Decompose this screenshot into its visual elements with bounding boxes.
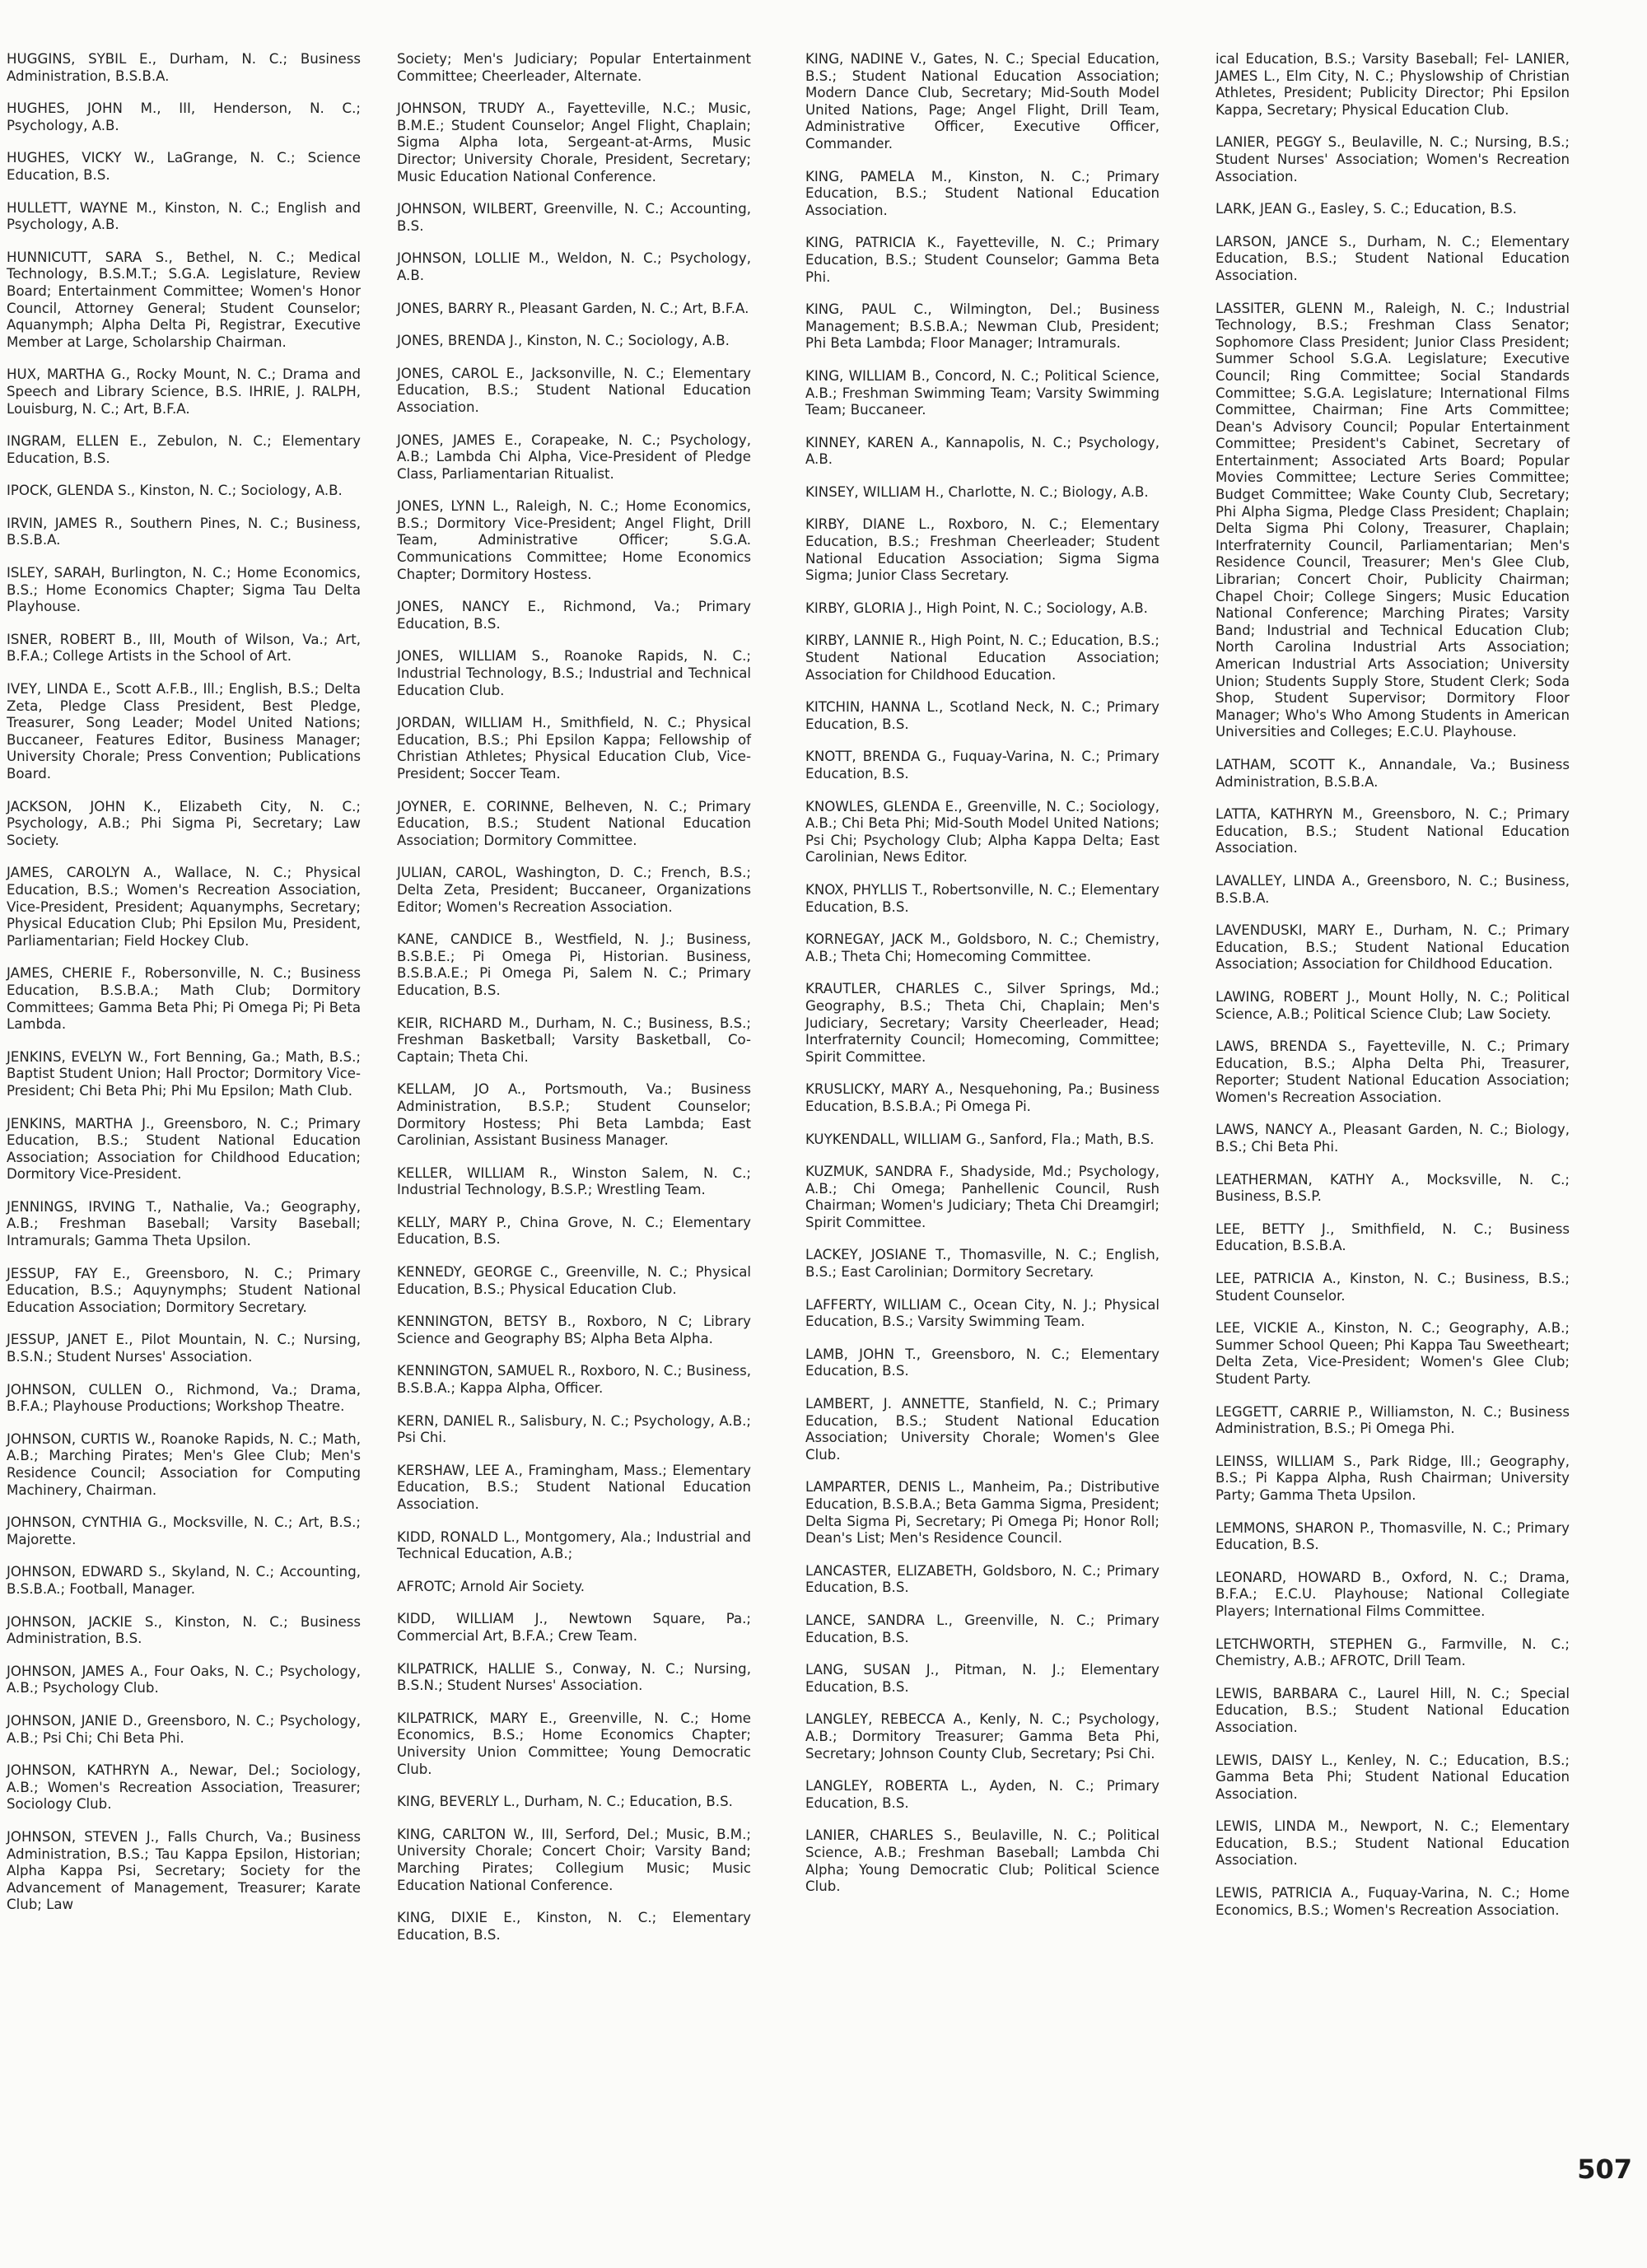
directory-entry: JESSUP, JANET E., Pilot Mountain, N. C.; Nursing, B.S.N.; Student Nurses' Association. bbox=[7, 1332, 361, 1365]
directory-entry: KORNEGAY, JACK M., Goldsboro, N. C.; Chemistry, A.B.; Theta Chi; Homecoming Committee. bbox=[805, 931, 1159, 964]
directory-entry: Society; Men's Judiciary; Popular Entertainment Committee; Cheerleader, Alternate. bbox=[397, 51, 751, 84]
directory-entry: KINSEY, WILLIAM H., Charlotte, N. C.; Biology, A.B. bbox=[805, 483, 1149, 500]
directory-entry: LAMBERT, J. ANNETTE, Stanfield, N. C.; Primary Education, B.S.; Student National Education Association; University Chorale; Women's Glee Club. bbox=[805, 1396, 1159, 1463]
directory-entry: LAVALLEY, LINDA A., Greensboro, N. C.; Business, B.S.B.A. bbox=[1215, 872, 1570, 906]
directory-entry: HUX, MARTHA G., Rocky Mount, N. C.; Drama and Speech and Library Science, B.S. IHRIE, J. RALPH, Louisburg, N. C.; Art, B.F.A. bbox=[7, 366, 361, 417]
directory-entry: KILPATRICK, MARY E., Greenville, N. C.; Home Economics, B.S.; Home Economics Chapter; University Union Committee; Young Democratic Club. bbox=[397, 1710, 751, 1777]
directory-entry: LANGLEY, ROBERTA L., Ayden, N. C.; Primary Education, B.S. bbox=[805, 1778, 1159, 1811]
directory-entry: IRVIN, JAMES R., Southern Pines, N. C.; Business, B.S.B.A. bbox=[7, 515, 361, 548]
directory-entry: JOHNSON, JAMES A., Four Oaks, N. C.; Psychology, A.B.; Psychology Club. bbox=[7, 1663, 361, 1696]
directory-entry: KIDD, RONALD L., Montgomery, Ala.; Industrial and Technical Education, A.B.; bbox=[397, 1528, 751, 1562]
directory-entry: LAWS, BRENDA S., Fayetteville, N. C.; Primary Education, B.S.; Alpha Delta Phi, Treasurer, Reporter; Student National Education Association; Women's Recreation Association. bbox=[1215, 1038, 1570, 1105]
directory-entry: KING, NADINE V., Gates, N. C.; Special Education, B.S.; Student National Education Association; Modern Dance Club, Secretary; Mid-South Model United Nations, Page; Angel Flight, Drill Team, Administrative Officer, Executive Officer, Commander. bbox=[805, 51, 1159, 152]
directory-entry: JOHNSON, CURTIS W., Roanoke Rapids, N. C.; Math, A.B.; Marching Pirates; Men's Glee Club; Men's Residence Council; Association for Computing Machinery, Chairman. bbox=[7, 1430, 361, 1498]
directory-entry: KRUSLICKY, MARY A., Nesquehoning, Pa.; Business Education, B.S.B.A.; Pi Omega Pi. bbox=[805, 1081, 1159, 1114]
directory-entry: JOHNSON, KATHRYN A., Newar, Del.; Sociology, A.B.; Women's Recreation Association, Treasurer; Sociology Club. bbox=[7, 1762, 361, 1813]
directory-entry: LETCHWORTH, STEPHEN G., Farmville, N. C.; Chemistry, A.B.; AFROTC, Drill Team. bbox=[1215, 1636, 1570, 1669]
directory-entry: LAWING, ROBERT J., Mount Holly, N. C.; Political Science, A.B.; Political Science Club; Law Society. bbox=[1215, 988, 1570, 1022]
directory-entry: LAFFERTY, WILLIAM C., Ocean City, N. J.; Physical Education, B.S.; Varsity Swimming Team. bbox=[805, 1296, 1159, 1330]
directory-entry: JONES, NANCY E., Richmond, Va.; Primary Education, B.S. bbox=[397, 599, 751, 632]
directory-entry: IVEY, LINDA E., Scott A.F.B., Ill.; English, B.S.; Delta Zeta, Pledge Class President, Best Pledge, Treasurer, Song Leader; Model United Nations; Buccaneer, Features Editor, Business Manager; University Chorale; Press Convention; Publications Board. bbox=[7, 681, 361, 782]
directory-entry: KANE, CANDICE B., Westfield, N. J.; Business, B.S.B.E.; Pi Omega Pi, Historian. Business, B.S.B.A.E.; Pi Omega Pi, Salem N. C.; Primary Education, B.S. bbox=[397, 931, 751, 998]
column-1 bbox=[7, 51, 361, 1930]
directory-entry: HUGHES, VICKY W., LaGrange, N. C.; Science Education, B.S. bbox=[7, 150, 361, 183]
directory-entry: KNOX, PHYLLIS T., Robertsonville, N. C.; Elementary Education, B.S. bbox=[805, 881, 1159, 915]
directory-entry: LEGGETT, CARRIE P., Williamston, N. C.; Business Administration, B.S.; Pi Omega Phi. bbox=[1215, 1403, 1570, 1437]
directory-entry: IPOCK, GLENDA S., Kinston, N. C.; Sociology, A.B. bbox=[7, 483, 343, 499]
directory-entry: KINNEY, KAREN A., Kannapolis, N. C.; Psychology, A.B. bbox=[805, 434, 1159, 468]
directory-entry: JULIAN, CAROL, Washington, D. C.; French, B.S.; Delta Zeta, President; Buccaneer, Organizations Editor; Women's Recreation Association. bbox=[397, 865, 751, 915]
directory-entry: JORDAN, WILLIAM H., Smithfield, N. C.; Physical Education, B.S.; Phi Epsilon Kappa; Fellowship of Christian Athletes; Physical Education Club, Vice-President; Soccer Team. bbox=[397, 715, 751, 782]
directory-entry: LEE, PATRICIA A., Kinston, N. C.; Business, B.S.; Student Counselor. bbox=[1215, 1271, 1570, 1304]
column-3 bbox=[805, 51, 1159, 1911]
directory-entry: LANCASTER, ELIZABETH, Goldsboro, N. C.; Primary Education, B.S. bbox=[805, 1562, 1159, 1596]
directory-entry: KING, PAMELA M., Kinston, N. C.; Primary Education, B.S.; Student National Education Association. bbox=[805, 168, 1159, 218]
directory-entry: JACKSON, JOHN K., Elizabeth City, N. C.; Psychology, A.B.; Phi Sigma Pi, Secretary; Law Society. bbox=[7, 798, 361, 848]
directory-entry: JOHNSON, TRUDY A., Fayetteville, N.C.; Music, B.M.E.; Student Counselor; Angel Flight, Chaplain; Sigma Alpha Iota, Sergeant-at-Arms, Music Director; University Chorale, President, Secretary; Music Education National Conference. bbox=[397, 100, 751, 184]
directory-entry: LANIER, CHARLES S., Beulaville, N. C.; Political Science, A.B.; Freshman Baseball; Lambda Chi Alpha; Young Democratic Club; Political Science Club. bbox=[805, 1827, 1159, 1895]
directory-entry: LAVENDUSKI, MARY E., Durham, N. C.; Primary Education, B.S.; Student National Education Association; Association for Childhood Education. bbox=[1215, 922, 1570, 973]
directory-entry: JONES, BARRY R., Pleasant Garden, N. C.; Art, B.F.A. bbox=[397, 300, 749, 316]
directory-entry: HUGHES, JOHN M., III, Henderson, N. C.; Psychology, A.B. bbox=[7, 100, 361, 133]
directory-entry: KENNINGTON, SAMUEL R., Roxboro, N. C.; Business, B.S.B.A.; Kappa Alpha, Officer. bbox=[397, 1363, 751, 1397]
directory-entry: LANG, SUSAN J., Pitman, N. J.; Elementary Education, B.S. bbox=[805, 1662, 1159, 1695]
directory-entry: JENNINGS, IRVING T., Nathalie, Va.; Geography, A.B.; Freshman Baseball; Varsity Baseball; Intramurals; Gamma Theta Upsilon. bbox=[7, 1198, 361, 1249]
directory-entry: KIRBY, GLORIA J., High Point, N. C.; Sociology, A.B. bbox=[805, 600, 1148, 616]
directory-entry: KELLAM, JO A., Portsmouth, Va.; Business Administration, B.S.P.; Student Counselor; Dormitory Hostess; Phi Beta Lambda; East Carolinian, Assistant Business Manager. bbox=[397, 1081, 751, 1149]
directory-entry: KENNEDY, GEORGE C., Greenville, N. C.; Physical Education, B.S.; Physical Education Club. bbox=[397, 1264, 751, 1297]
directory-entry: LEWIS, BARBARA C., Laurel Hill, N. C.; Special Education, B.S.; Student National Education Association. bbox=[1215, 1685, 1570, 1735]
directory-entry: JOHNSON, WILBERT, Greenville, N. C.; Accounting, B.S. bbox=[397, 201, 751, 234]
directory-entry: JAMES, CHERIE F., Robersonville, N. C.; Business Education, B.S.B.A.; Math Club; Dormitory Committees; Gamma Beta Phi; Pi Omega Pi; Pi Beta Lambda. bbox=[7, 965, 361, 1033]
column-4 bbox=[1215, 51, 1570, 1934]
directory-entry: KING, PAUL C., Wilmington, Del.; Business Management; B.S.B.A.; Newman Club, President; Phi Beta Lambda; Floor Manager; Intramurals. bbox=[805, 301, 1159, 352]
directory-entry: HULLETT, WAYNE M., Kinston, N. C.; English and Psychology, A.B. bbox=[7, 199, 361, 233]
directory-entry: KERN, DANIEL R., Salisbury, N. C.; Psychology, A.B.; Psi Chi. bbox=[397, 1412, 751, 1446]
directory-entry: JENKINS, EVELYN W., Fort Benning, Ga.; Math, B.S.; Baptist Student Union; Hall Proctor; Dormitory Vice-President; Chi Beta Phi; Phi Mu Epsilon; Math Club. bbox=[7, 1048, 361, 1099]
directory-entry: LANGLEY, REBECCA A., Kenly, N. C.; Psychology, A.B.; Dormitory Treasurer; Gamma Beta Phi, Secretary; Johnson County Club, Secretary; Psi Chi. bbox=[805, 1711, 1159, 1762]
directory-entry: LANIER, PEGGY S., Beulaville, N. C.; Nursing, B.S.; Student Nurses' Association; Women's Recreation Association. bbox=[1215, 134, 1570, 184]
directory-entry: LEE, BETTY J., Smithfield, N. C.; Business Education, B.S.B.A. bbox=[1215, 1220, 1570, 1254]
directory-entry: LANCE, SANDRA L., Greenville, N. C.; Primary Education, B.S. bbox=[805, 1612, 1159, 1645]
directory-entry: JONES, WILLIAM S., Roanoke Rapids, N. C.; Industrial Technology, B.S.; Industrial and Technical Education Club. bbox=[397, 648, 751, 698]
directory-entry: KRAUTLER, CHARLES C., Silver Springs, Md.; Geography, B.S.; Theta Chi, Chaplain; Men's Judiciary, Secretary; Varsity Cheerleader, Head; Interfraternity Council; Homecoming, Committee; Spirit Committee. bbox=[805, 981, 1159, 1065]
directory-entry: LEMMONS, SHARON P., Thomasville, N. C.; Primary Education, B.S. bbox=[1215, 1519, 1570, 1553]
directory-entry: ical Education, B.S.; Varsity Baseball; Fel- LANIER, JAMES L., Elm City, N. C.; Physlowship of Christian Athletes, President; Publicity Director; Phi Epsilon Kappa, Secretary; Physical Education Club. bbox=[1215, 51, 1570, 118]
directory-entry: HUGGINS, SYBIL E., Durham, N. C.; Business Administration, B.S.B.A. bbox=[7, 51, 361, 84]
directory-entry: LEWIS, LINDA M., Newport, N. C.; Elementary Education, B.S.; Student National Education Association. bbox=[1215, 1818, 1570, 1869]
directory-entry: LATHAM, SCOTT K., Annandale, Va.; Business Administration, B.S.B.A. bbox=[1215, 756, 1570, 790]
page-number: 507 bbox=[1577, 2154, 1632, 2185]
directory-entry: JOHNSON, EDWARD S., Skyland, N. C.; Accounting, B.S.B.A.; Football, Manager. bbox=[7, 1564, 361, 1597]
directory-entry: INGRAM, ELLEN E., Zebulon, N. C.; Elementary Education, B.S. bbox=[7, 433, 361, 466]
directory-entry: ISLEY, SARAH, Burlington, N. C.; Home Economics, B.S.; Home Economics Chapter; Sigma Tau Delta Playhouse. bbox=[7, 565, 361, 615]
directory-entry: LARSON, JANCE S., Durham, N. C.; Elementary Education, B.S.; Student National Education Association. bbox=[1215, 233, 1570, 283]
directory-entry: LAMPARTER, DENIS L., Manheim, Pa.; Distributive Education, B.S.B.A.; Beta Gamma Sigma, President; Delta Sigma Pi, Secretary; Pi Omega Pi; Honor Roll; Dean's List; Men's Residence Council. bbox=[805, 1479, 1159, 1547]
directory-entry: LEATHERMAN, KATHY A., Mocksville, N. C.; Business, B.S.P. bbox=[1215, 1171, 1570, 1205]
directory-entry: JAMES, CAROLYN A., Wallace, N. C.; Physical Education, B.S.; Women's Recreation Association, Vice-President, President; Aquanymphs, Secretary; Physical Education Club; Phi Epsilon Mu, President, Parliamentarian; Field Hockey Club. bbox=[7, 865, 361, 949]
directory-entry: JENKINS, MARTHA J., Greensboro, N. C.; Primary Education, B.S.; Student National Education Association; Association for Childhood Education; Dormitory Vice-President. bbox=[7, 1115, 361, 1183]
directory-entry: KELLY, MARY P., China Grove, N. C.; Elementary Education, B.S. bbox=[397, 1214, 751, 1248]
directory-entry: ISNER, ROBERT B., III, Mouth of Wilson, Va.; Art, B.F.A.; College Artists in the School of Art. bbox=[7, 631, 361, 665]
directory-entry: KELLER, WILLIAM R., Winston Salem, N. C.; Industrial Technology, B.S.P.; Wrestling Team. bbox=[397, 1164, 751, 1198]
directory-entry: KING, BEVERLY L., Durham, N. C.; Education, B.S. bbox=[397, 1794, 733, 1810]
directory-entry: LATTA, KATHRYN M., Greensboro, N. C.; Primary Education, B.S.; Student National Education Association. bbox=[1215, 806, 1570, 856]
directory-entry: AFROTC; Arnold Air Society. bbox=[397, 1578, 585, 1594]
directory-entry: JOYNER, E. CORINNE, Belheven, N. C.; Primary Education, B.S.; Student National Education Association; Dormitory Committee. bbox=[397, 798, 751, 848]
directory-entry: KING, CARLTON W., III, Serford, Del.; Music, B.M.; University Chorale; Concert Choir; Varsity Band; Marching Pirates; Collegium Music; Music Education National Conference. bbox=[397, 1826, 751, 1893]
directory-entry: LEE, VICKIE A., Kinston, N. C.; Geography, A.B.; Summer School Queen; Phi Kappa Tau Sweetheart; Delta Zeta, Vice-President; Women's Glee Club; Student Party. bbox=[1215, 1320, 1570, 1387]
directory-entry: KUYKENDALL, WILLIAM G., Sanford, Fla.; Math, B.S. bbox=[805, 1131, 1155, 1147]
directory-entry: KIRBY, DIANE L., Roxboro, N. C.; Elementary Education, B.S.; Freshman Cheerleader; Student National Education Association; Sigma Sigma Sigma; Junior Class Secretary. bbox=[805, 516, 1159, 584]
directory-entry: KITCHIN, HANNA L., Scotland Neck, N. C.; Primary Education, B.S. bbox=[805, 699, 1159, 732]
directory-entry: JONES, BRENDA J., Kinston, N. C.; Sociology, A.B. bbox=[397, 333, 730, 349]
directory-entry: KNOTT, BRENDA G., Fuquay-Varina, N. C.; Primary Education, B.S. bbox=[805, 749, 1159, 782]
directory-entry: JOHNSON, JACKIE S., Kinston, N. C.; Business Administration, B.S. bbox=[7, 1613, 361, 1647]
directory-entry: JONES, JAMES E., Corapeake, N. C.; Psychology, A.B.; Lambda Chi Alpha, Vice-President of Pledge Class, Parliamentarian Ritualist. bbox=[397, 432, 751, 482]
directory-entry: JONES, LYNN L., Raleigh, N. C.; Home Economics, B.S.; Dormitory Vice-President; Angel Flight, Drill Team, Administrative Officer; S.G.A. Communications Committee; Home Economics Chapter; Dormitory Hostess. bbox=[397, 498, 751, 582]
directory-entry: LARK, JEAN G., Easley, S. C.; Education, B.S. bbox=[1215, 201, 1517, 217]
directory-entry: LEINSS, WILLIAM S., Park Ridge, Ill.; Geography, B.S.; Pi Kappa Alpha, Rush Chairman; University Party; Gamma Theta Upsilon. bbox=[1215, 1453, 1570, 1503]
directory-entry: HUNNICUTT, SARA S., Bethel, N. C.; Medical Technology, B.S.M.T.; S.G.A. Legislature, Review Board; Entertainment Committee; Women's Honor Council, Attorney General; Student Counselor; Aquanymph; Alpha Delta Pi, Registrar, Executive Member at Large, Scholarship Chairman. bbox=[7, 249, 361, 350]
directory-entry: JOHNSON, JANIE D., Greensboro, N. C.; Psychology, A.B.; Psi Chi; Chi Beta Phi. bbox=[7, 1712, 361, 1746]
directory-entry: JESSUP, FAY E., Greensboro, N. C.; Primary Education, B.S.; Aquynymphs; Student National Education Association; Dormitory Secretary. bbox=[7, 1265, 361, 1315]
directory-entry: JOHNSON, LOLLIE M., Weldon, N. C.; Psychology, A.B. bbox=[397, 250, 751, 283]
directory-entry: LEWIS, PATRICIA A., Fuquay-Varina, N. C.; Home Economics, B.S.; Women's Recreation Association. bbox=[1215, 1885, 1570, 1918]
directory-entry: JOHNSON, CULLEN O., Richmond, Va.; Drama, B.F.A.; Playhouse Productions; Workshop Theatre. bbox=[7, 1381, 361, 1415]
directory-entry: KING, PATRICIA K., Fayetteville, N. C.; Primary Education, B.S.; Student Counselor; Gamma Beta Phi. bbox=[805, 235, 1159, 285]
directory-entry: LASSITER, GLENN M., Raleigh, N. C.; Industrial Technology, B.S.; Freshman Class Senator; Sophomore Class President; Junior Class President; Summer School S.G.A. Legislature; Executive Council; Ring Committee; Social Standards Committee; S.G.A. Legislature; International Films Committee, Chairman; Fine Arts Committee; Dean's Advisory Council; Popular Entertainment Committee; President's Cabinet, Secretary of Entertainment; Associated Arts Board; Popular Movies Committee; Lecture Series Committee; Budget Committee; Wake County Club, Secretary; Phi Alpha Sigma, Pledge Class President; Chaplain; Delta Sigma Phi Colony, Treasurer, Chaplain; Interfraternity Council, Parliamentarian; Men's Residence Council, Treasurer; Men's Glee Club, Librarian; Concert Choir, Publicity Chairman; Chapel Choir; College Singers; Music Education National Conference; Marching Pirates; Varsity Band; Industrial and Technical Education Club; North Carolina Industrial Arts Association; American Industrial Arts Association; University Union; Students Supply Store, Student Clerk; Soda Shop, Student Supervisor; Dormitory Floor Manager; Who's Who Among Students in American Universities and Colleges; E.C.U. Playhouse. bbox=[1215, 300, 1570, 740]
directory-entry: KIDD, WILLIAM J., Newtown Square, Pa.; Commercial Art, B.F.A.; Crew Team. bbox=[397, 1611, 751, 1644]
directory-entry: KING, WILLIAM B., Concord, N. C.; Political Science, A.B.; Freshman Swimming Team; Varsity Swimming Team; Buccaneer. bbox=[805, 367, 1159, 418]
directory-entry: KNOWLES, GLENDA E., Greenville, N. C.; Sociology, A.B.; Chi Beta Phi; Mid-South Model United Nations; Psi Chi; Psychology Club; Alpha Kappa Delta; East Carolinian, News Editor. bbox=[805, 798, 1159, 866]
column-2 bbox=[397, 51, 751, 1959]
directory-entry: KING, DIXIE E., Kinston, N. C.; Elementary Education, B.S. bbox=[397, 1910, 751, 1943]
directory-entry: KILPATRICK, HALLIE S., Conway, N. C.; Nursing, B.S.N.; Student Nurses' Association. bbox=[397, 1660, 751, 1694]
directory-entry: JOHNSON, CYNTHIA G., Mocksville, N. C.; Art, B.S.; Majorette. bbox=[7, 1514, 361, 1547]
directory-entry: JOHNSON, STEVEN J., Falls Church, Va.; Business Administration, B.S.; Tau Kappa Epsilon, Historian; Alpha Kappa Psi, Secretary; Society for the Advancement of Management, Treasurer; Karate Club; Law bbox=[7, 1828, 361, 1913]
directory-entry: JONES, CAROL E., Jacksonville, N. C.; Elementary Education, B.S.; Student National Education Association. bbox=[397, 365, 751, 415]
directory-entry: LAWS, NANCY A., Pleasant Garden, N. C.; Biology, B.S.; Chi Beta Phi. bbox=[1215, 1122, 1570, 1155]
directory-entry: LEWIS, DAISY L., Kenley, N. C.; Education, B.S.; Gamma Beta Phi; Student National Education Association. bbox=[1215, 1752, 1570, 1802]
directory-entry: KERSHAW, LEE A., Framingham, Mass.; Elementary Education, B.S.; Student National Education Association. bbox=[397, 1462, 751, 1512]
directory-entry: KIRBY, LANNIE R., High Point, N. C.; Education, B.S.; Student National Education Association; Association for Childhood Education. bbox=[805, 632, 1159, 683]
directory-entry: KENNINGTON, BETSY B., Roxboro, N C; Library Science and Geography BS; Alpha Beta Alpha. bbox=[397, 1314, 751, 1346]
directory-entry: LAMB, JOHN T., Greensboro, N. C.; Elementary Education, B.S. bbox=[805, 1346, 1159, 1379]
directory-entry: KEIR, RICHARD M., Durham, N. C.; Business, B.S.; Freshman Basketball; Varsity Basketball, Co-Captain; Theta Chi. bbox=[397, 1015, 751, 1065]
directory-entry: LACKEY, JOSIANE T., Thomasville, N. C.; English, B.S.; East Carolinian; Dormitory Secretary. bbox=[805, 1247, 1159, 1281]
directory-entry: LEONARD, HOWARD B., Oxford, N. C.; Drama, B.F.A.; E.C.U. Playhouse; National Collegiate Players; International Films Committee. bbox=[1215, 1569, 1570, 1619]
directory-entry: KUZMUK, SANDRA F., Shadyside, Md.; Psychology, A.B.; Chi Omega; Panhellenic Council, Rush Chairman; Women's Judiciary; Theta Chi Dreamgirl; Spirit Committee. bbox=[805, 1164, 1159, 1230]
